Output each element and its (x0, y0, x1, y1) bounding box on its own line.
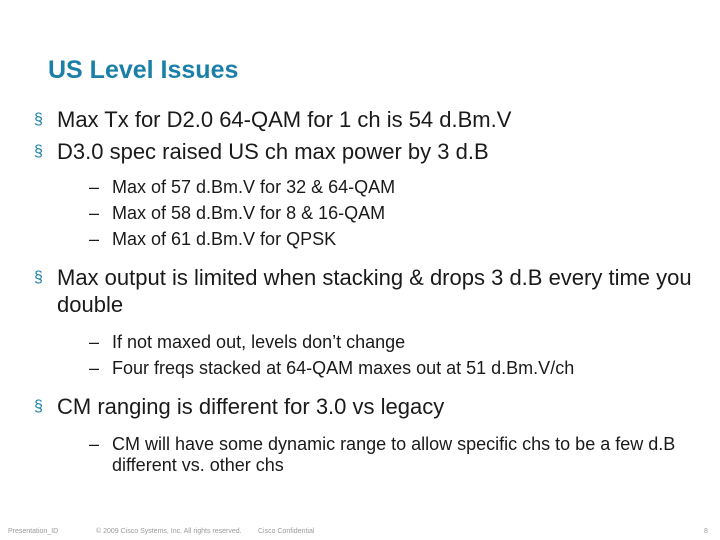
sub-bullet-text: Max of 58 d.Bm.V for 8 & 16-QAM (112, 203, 386, 223)
dash-icon: – (89, 358, 100, 378)
slide-body (32, 106, 702, 476)
sub-bullet-text: Four freqs stacked at 64-QAM maxes out at 51 d.Bm.V/ch (112, 358, 575, 378)
bullet-text: D3.0 spec raised US ch max power by 3 d.B (57, 139, 489, 164)
sub-bullet-text: Max of 61 d.Bm.V for QPSK (112, 229, 337, 249)
sub-bullet-item (32, 434, 712, 476)
bullet-text: CM ranging is different for 3.0 vs legacy (57, 394, 445, 419)
sub-bullet-item (32, 203, 702, 224)
dash-icon: – (89, 332, 100, 352)
sub-bullet-item (32, 358, 702, 379)
bullet-text: Max output is limited when stacking & drops 3 d.B every time you double (57, 265, 692, 317)
copyright-notice: © 2009 Cisco Systems, Inc. All rights reserved. (96, 528, 242, 535)
bullet-icon: § (34, 269, 43, 286)
sub-bullet-item (32, 177, 702, 198)
sub-bullet-item (32, 229, 702, 250)
bullet-item (32, 264, 697, 318)
bullet-icon: § (34, 143, 43, 160)
bullet-icon: § (34, 398, 43, 415)
sub-bullet-item (32, 332, 702, 353)
slide-footer (0, 524, 720, 540)
confidential-label: Cisco Confidential (258, 528, 315, 535)
page-number: 8 (704, 528, 708, 535)
sub-bullet-text: If not maxed out, levels don’t change (112, 332, 406, 352)
bullet-text: Max Tx for D2.0 64-QAM for 1 ch is 54 d.Bm.V (57, 107, 512, 132)
slide-title: US Level Issues (48, 56, 239, 84)
bullet-item (32, 138, 702, 165)
sub-bullet-text: CM will have some dynamic range to allow specific chs to be a few d.B different vs. other chs (112, 434, 676, 475)
bullet-item (32, 106, 702, 133)
dash-icon: – (89, 434, 100, 454)
sub-bullet-text: Max of 57 d.Bm.V for 32 & 64-QAM (112, 177, 396, 197)
top-bar (0, 0, 720, 42)
dash-icon: – (89, 177, 100, 197)
presentation-id: Presentation_ID (8, 528, 59, 535)
bullet-icon: § (34, 111, 43, 128)
dash-icon: – (89, 203, 100, 223)
bullet-item (32, 393, 702, 420)
dash-icon: – (89, 229, 100, 249)
